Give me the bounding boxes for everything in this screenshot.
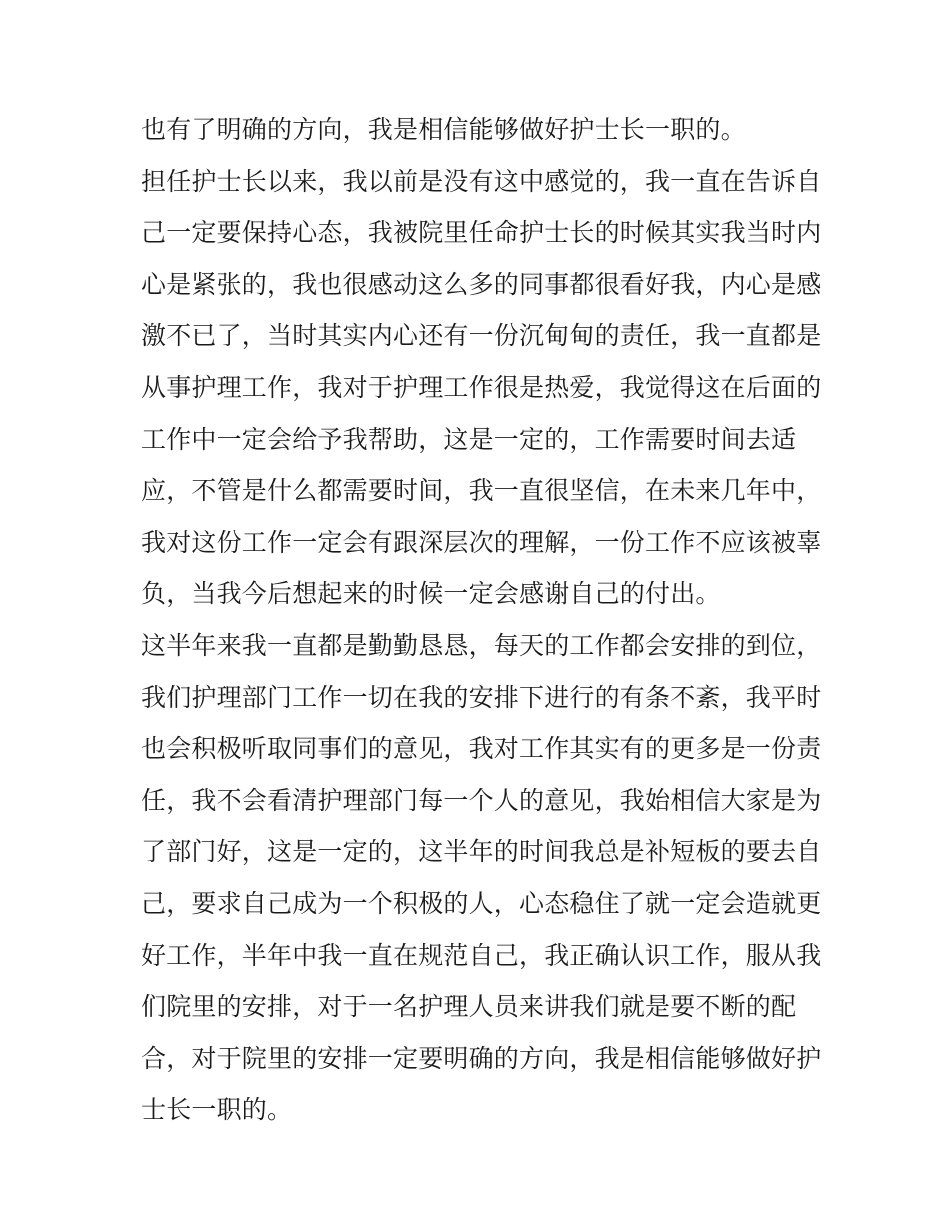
text-line: 心是紧张的，我也很感动这么多的同事都很看好我，内心是感 [141,269,822,299]
text-line: 工作中一定会给予我帮助，这是一定的，工作需要时间去适 [141,424,797,454]
text-line: 好工作，半年中我一直在规范自己，我正确认识工作，服从我 [141,940,822,970]
text-line: 我们护理部门工作一切在我的安排下进行的有条不紊，我平时 [141,682,822,712]
text-line: 担任护士长以来，我以前是没有这中感觉的，我一直在告诉自 [141,166,822,196]
text-line: 合，对于院里的安排一定要明确的方向，我是相信能够做好护 [141,1043,822,1073]
text-line: 我对这份工作一定会有跟深层次的理解，一份工作不应该被辜 [141,527,822,557]
text-line: 应，不管是什么都需要时间，我一直很坚信，在未来几年中， [141,476,822,506]
text-line: 也有了明确的方向，我是相信能够做好护士长一职的。 [141,115,746,144]
text-line: 士长一职的。 [141,1095,293,1125]
text-line: 己，要求自己成为一个积极的人，心态稳住了就一定会造就更 [141,888,822,918]
text-line: 己一定要保持心态，我被院里任命护士长的时候其实我当时内 [141,218,822,248]
text-line: 负，当我今后想起来的时候一定会感谢自己的付出。 [141,579,721,609]
text-line: 激不已了，当时其实内心还有一份沉甸甸的责任，我一直都是 [141,321,822,351]
body-text [141,104,821,1136]
text-line: 了部门好，这是一定的，这半年的时间我总是补短板的要去自 [141,837,822,867]
text-line: 任，我不会看清护理部门每一个人的意见，我始相信大家是为 [141,785,822,815]
text-line: 们院里的安排，对于一名护理人员来讲我们就是要不断的配 [141,992,797,1022]
text-line: 从事护理工作，我对于护理工作很是热爱，我觉得这在后面的 [141,372,822,402]
text-line: 也会积极听取同事们的意见，我对工作其实有的更多是一份责 [141,734,822,764]
text-line: 这半年来我一直都是勤勤恳恳，每天的工作都会安排的到位， [141,630,822,660]
